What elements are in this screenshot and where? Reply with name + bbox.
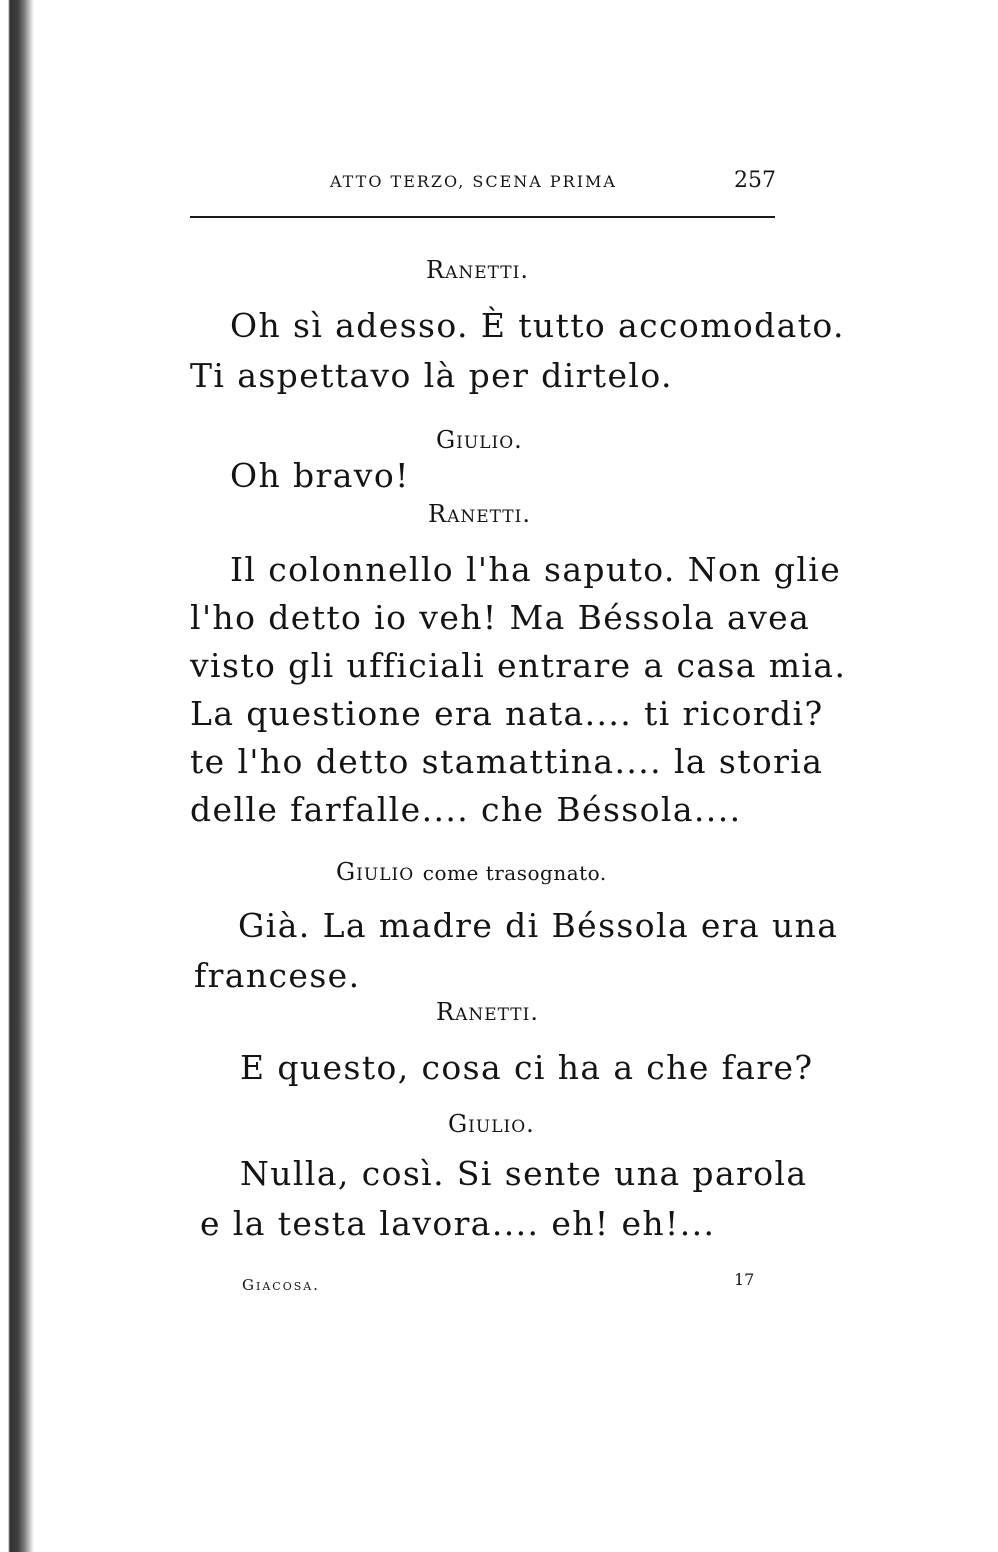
speaker-giulio: Giulio. [436, 426, 523, 454]
dialogue-line: e la testa lavora.... eh! eh!... [200, 1204, 716, 1243]
dialogue-line: La questione era nata.... ti ricordi? [190, 694, 824, 733]
speaker-ranetti: Ranetti. [428, 500, 531, 528]
dialogue-line: l'ho detto io veh! Ma Béssola avea [190, 598, 811, 637]
dialogue-line: E questo, cosa ci ha a che fare? [240, 1048, 814, 1087]
dialogue-line: visto gli ufficiali entrare a casa mia. [190, 646, 847, 685]
dialogue-line: Nulla, così. Si sente una parola [240, 1154, 808, 1193]
dialogue-line: delle farfalle.... che Béssola.... [190, 790, 742, 829]
dialogue-line: Oh sì adesso. È tutto accomodato. [230, 306, 845, 345]
dialogue-line: Ti aspettavo là per dirtelo. [190, 356, 673, 395]
speaker-ranetti: Ranetti. [436, 998, 539, 1026]
dialogue-line: Il colonnello l'ha saputo. Non glie [230, 550, 842, 589]
speaker-name: Giulio [336, 858, 415, 886]
printer-signature: Giacosa. [242, 1276, 320, 1294]
stage-direction: come trasognato. [422, 861, 607, 885]
dialogue-line: Già. La madre di Béssola era una [238, 906, 839, 945]
book-binding-edge [0, 0, 38, 1552]
running-head [190, 160, 790, 200]
book-page [190, 160, 847, 1294]
header-rule [190, 216, 775, 218]
dialogue-line: Oh bravo! [230, 456, 410, 495]
speaker-giulio-with-direction [336, 858, 607, 886]
dialogue-line: francese. [194, 956, 361, 995]
signature-number: 17 [734, 1270, 755, 1289]
speaker-giulio: Giulio. [448, 1110, 535, 1138]
page-number: 257 [734, 168, 776, 193]
dialogue-line: te l'ho detto stamattina.... la storia [190, 742, 824, 781]
speaker-ranetti: Ranetti. [426, 256, 529, 284]
running-title: ATTO TERZO, SCENA PRIMA [330, 172, 617, 191]
